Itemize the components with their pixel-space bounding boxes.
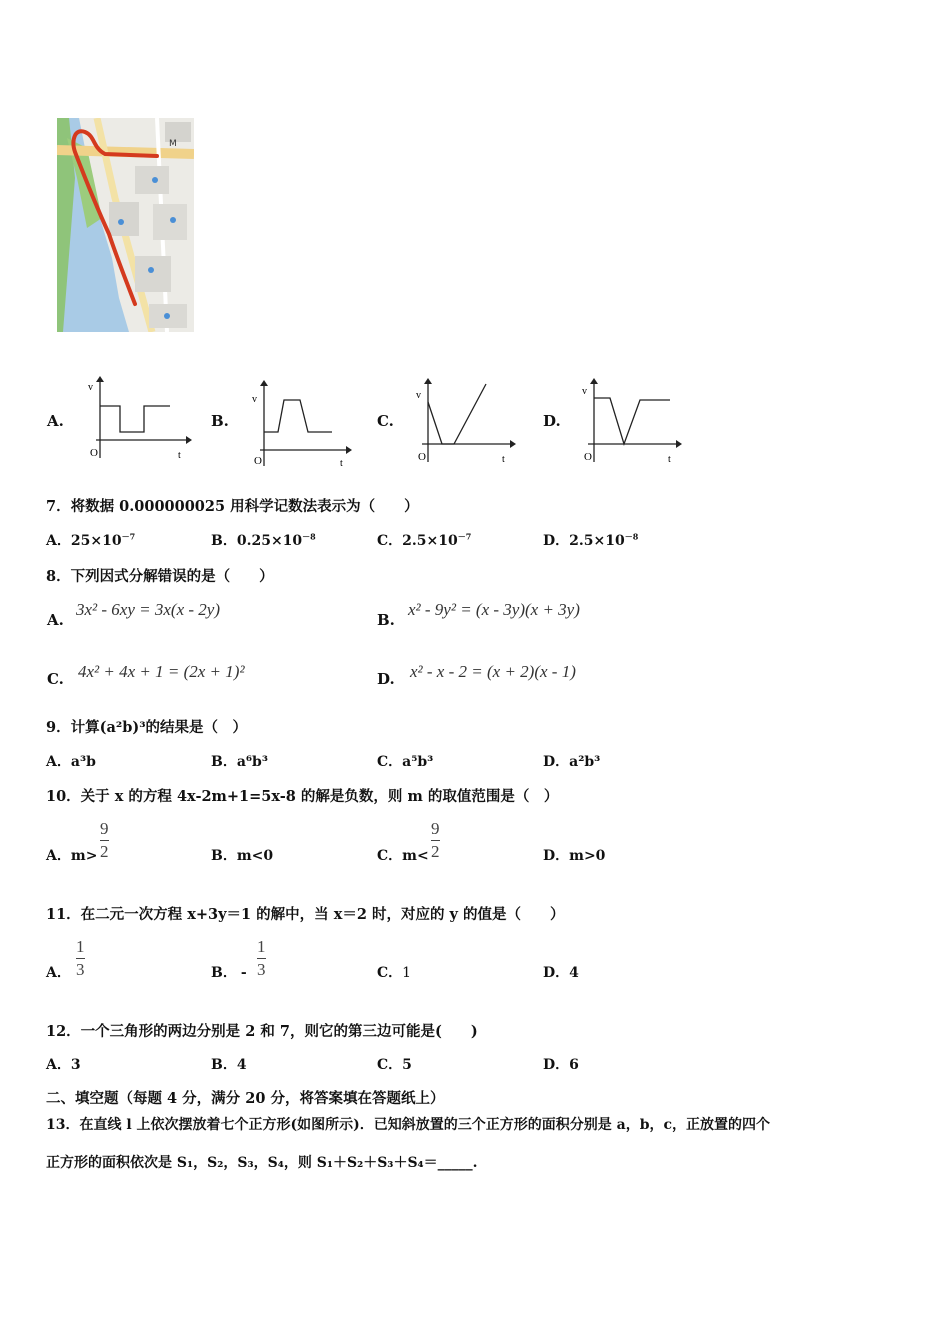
q8-option-b-label: B. <box>377 611 395 629</box>
q12-option-a-value: 3 <box>70 1057 81 1073</box>
q7-option-c-mantissa: 2.5×10 <box>402 533 458 549</box>
q7-option-b-label: B． <box>211 533 237 549</box>
q10-option-a-label: A． <box>46 848 71 864</box>
q10-option-c-numerator: 9 <box>431 819 440 838</box>
q10-option-a[interactable] <box>46 845 97 865</box>
section-2-heading: 二、填空题（每题 4 分，满分 20 分，将答案填在答题纸上） <box>46 1090 445 1107</box>
q9-option-d-label: D． <box>543 754 570 770</box>
q10-option-b-value: m<0 <box>236 848 274 864</box>
q7-option-d-mantissa: 2.5×10 <box>569 533 625 549</box>
q6a-origin: O <box>90 447 98 459</box>
q9-option-a-value: a³b <box>70 754 96 770</box>
q11-option-a[interactable] <box>46 962 71 982</box>
q6a-axis-t: t <box>178 450 181 461</box>
q6b-axis-t: t <box>340 458 343 469</box>
q9-option-c-value: a⁵b³ <box>402 754 434 770</box>
q6-option-d-label: D. <box>543 412 561 430</box>
q7-option-c-exp: －7 <box>457 531 472 542</box>
q9-option-b-value: a⁶b³ <box>236 754 268 770</box>
q8-option-c-expr[interactable]: 4x² + 4x + 1 = (2x + 1)² <box>78 662 245 681</box>
q8-option-d-expr[interactable]: x² - x - 2 = (x + 2)(x - 1) <box>410 662 576 681</box>
q13-line-1: 13．在直线 l 上依次摆放着七个正方形(如图所示)．已知斜放置的三个正方形的面积分别是 a，b，c，正放置的四个 <box>46 1117 771 1133</box>
q7-option-c[interactable] <box>377 530 471 550</box>
q12-option-b[interactable] <box>211 1054 247 1074</box>
q8-option-a-label: A. <box>47 611 64 629</box>
q6-graph-b <box>250 380 354 472</box>
q10-option-c[interactable] <box>377 845 429 865</box>
q10-option-a-prefix: m> <box>70 848 98 864</box>
q9-option-a[interactable] <box>46 751 96 771</box>
q7-stem: 7．将数据 0.000000025 用科学记数法表示为（ ） <box>46 498 419 515</box>
q6-graph-d <box>582 378 686 470</box>
q9-option-a-label: A． <box>46 754 71 770</box>
q12-option-c-value: 5 <box>402 1057 412 1073</box>
q11-option-a-denominator: 3 <box>76 959 85 979</box>
q6-option-b-label: B. <box>211 412 229 430</box>
q9-option-d[interactable] <box>543 751 600 771</box>
q11-option-c-value: 1 <box>402 965 412 981</box>
q10-option-d-value: m>0 <box>569 848 606 864</box>
q8-option-b-expr[interactable]: x² - 9y² = (x - 3y)(x + 3y) <box>408 600 580 619</box>
q11-option-c-label: C． <box>377 965 403 981</box>
q11-option-d-label: D． <box>543 965 570 981</box>
q10-option-c-prefix: m< <box>402 848 429 864</box>
q10-option-b[interactable] <box>211 845 273 865</box>
q10-option-c-fraction <box>431 820 440 861</box>
q10-option-d-label: D． <box>543 848 570 864</box>
q6c-axis-v: v <box>416 390 421 401</box>
q6d-axis-v: v <box>582 386 587 397</box>
q12-option-d-value: 6 <box>569 1057 579 1073</box>
q9-option-b-label: B． <box>211 754 237 770</box>
q7-option-d[interactable] <box>543 530 638 550</box>
q6-option-a-label: A. <box>47 412 64 430</box>
q11-stem: 11．在二元一次方程 x+3y＝1 的解中，当 x＝2 时，对应的 y 的值是（ ） <box>46 906 565 923</box>
q12-option-a-label: A． <box>46 1057 71 1073</box>
route-map-image <box>57 118 194 332</box>
q7-option-b-exp: －8 <box>302 531 316 542</box>
q8-option-c-label: C. <box>47 670 64 688</box>
q7-option-a[interactable] <box>46 530 135 550</box>
q6-graph-a <box>86 376 192 468</box>
q11-option-a-numerator: 1 <box>76 937 85 956</box>
q10-option-c-denominator: 2 <box>431 841 440 861</box>
q12-option-a[interactable] <box>46 1054 81 1074</box>
q6b-axis-v: v <box>252 394 257 405</box>
q6-option-c-label: C. <box>377 412 394 430</box>
q11-option-d[interactable] <box>543 962 579 982</box>
q7-option-d-label: D． <box>543 533 570 549</box>
q11-option-b-fraction <box>257 938 266 979</box>
q7-option-d-exp: －8 <box>624 531 639 542</box>
q9-option-c-label: C． <box>377 754 403 770</box>
q12-option-b-value: 4 <box>236 1057 247 1073</box>
q11-option-b-denominator: 3 <box>257 959 266 979</box>
q8-option-a-expr[interactable]: 3x² - 6xy = 3x(x - 2y) <box>76 600 220 619</box>
q7-option-a-label: A． <box>46 533 71 549</box>
q7-option-c-label: C． <box>377 533 403 549</box>
q10-option-a-denominator: 2 <box>100 841 109 861</box>
q6d-origin: O <box>584 451 592 463</box>
q7-option-b[interactable] <box>211 530 316 550</box>
q7-option-a-mantissa: 25×10 <box>70 533 122 549</box>
q13-line-2: 正方形的面积依次是 S₁，S₂，S₃，S₄，则 S₁＋S₂＋S₃＋S₄＝_____. <box>46 1155 478 1171</box>
q9-option-d-value: a²b³ <box>569 754 601 770</box>
q11-option-d-value: 4 <box>569 965 579 981</box>
q6b-origin: O <box>254 455 262 467</box>
q11-option-b-numerator: 1 <box>257 937 266 956</box>
q6c-axis-t: t <box>502 454 505 465</box>
q12-option-d[interactable] <box>543 1054 579 1074</box>
q8-option-d-label: D. <box>377 670 395 688</box>
q10-option-b-label: B． <box>211 848 237 864</box>
q9-stem: 9．计算(a²b)³的结果是（ ） <box>46 719 248 736</box>
q10-option-d[interactable] <box>543 845 605 865</box>
q12-stem: 12．一个三角形的两边分别是 2 和 7，则它的第三边可能是( ) <box>46 1023 478 1040</box>
q6c-origin: O <box>418 451 426 463</box>
q9-option-b[interactable] <box>211 751 268 771</box>
q9-option-c[interactable] <box>377 751 433 771</box>
q8-stem: 8．下列因式分解错误的是（ ） <box>46 568 274 585</box>
q12-option-d-label: D． <box>543 1057 570 1073</box>
q11-option-c[interactable] <box>377 962 411 982</box>
q6-graph-c <box>416 378 520 470</box>
q10-option-a-numerator: 9 <box>100 819 109 838</box>
q11-option-a-label: A． <box>46 965 71 981</box>
q10-option-a-fraction <box>100 820 109 861</box>
q10-stem: 10．关于 x 的方程 4x-2m+1=5x-8 的解是负数，则 m 的取值范围是（ ） <box>46 788 559 805</box>
q11-option-a-fraction <box>76 938 85 979</box>
q6d-axis-t: t <box>668 454 671 465</box>
q11-option-b[interactable] <box>211 962 247 982</box>
q10-option-c-label: C． <box>377 848 403 864</box>
q11-option-b-label: B． <box>211 965 237 981</box>
q7-option-a-exp: －7 <box>121 531 136 542</box>
q11-option-b-prefix: - <box>240 965 247 981</box>
q12-option-c[interactable] <box>377 1054 412 1074</box>
q12-option-c-label: C． <box>377 1057 403 1073</box>
q7-option-b-mantissa: 0.25×10 <box>236 533 303 549</box>
q12-option-b-label: B． <box>211 1057 237 1073</box>
map-marker-label: M <box>169 139 177 149</box>
q6a-axis-v: v <box>88 382 93 393</box>
